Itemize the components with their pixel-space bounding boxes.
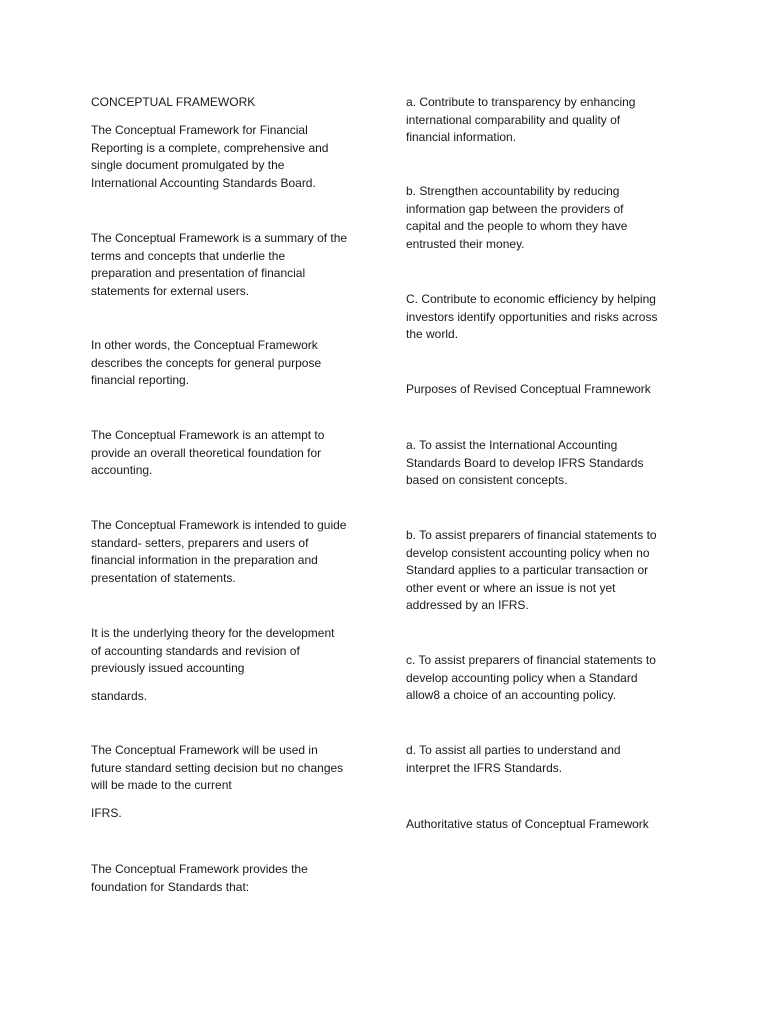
text-line: The Conceptual Framework provides the (91, 862, 308, 876)
text-line: will be made to the current (91, 778, 232, 793)
text-line: statements for external users. (91, 283, 250, 298)
text-line: accounting. (91, 463, 153, 478)
text-line: interpret the IFRS Standards. (406, 760, 563, 775)
text-line: d. To assist all parties to understand and (406, 743, 621, 757)
text-line: single document promulgated by the (91, 158, 285, 173)
text-line: b. Strengthen accountability by reducing (406, 184, 620, 198)
text-line: international comparability and quality of (406, 112, 621, 127)
text-line: standard- setters, preparers and users of (91, 535, 309, 550)
text-line: preparation and presentation of financial (91, 266, 306, 281)
text-line: develop consistent accounting policy when no (406, 545, 650, 560)
text-line: CONCEPTUAL FRAMEWORK (91, 95, 256, 109)
text-line: Standards Board to develop IFRS Standards (406, 455, 644, 470)
text-line: standards. (91, 689, 148, 703)
text-line: a. Contribute to transparency by enhancing (406, 95, 636, 109)
text-line: capital and the people to whom they have (406, 219, 628, 234)
text-line: IFRS. (91, 806, 122, 820)
text-line: C. Contribute to economic efficiency by helping (406, 292, 656, 306)
text-line: financial information. (406, 130, 517, 145)
text-line: addressed by an IFRS. (406, 598, 529, 613)
text-line: Standard applies to a particular transaction or (406, 563, 649, 578)
text-line: a. To assist the International Accounting (406, 438, 618, 452)
text-line: allow8 a choice of an accounting policy. (406, 688, 616, 703)
text-line: The Conceptual Framework for Financial (91, 123, 308, 137)
text-line: other event or where an issue is not yet (406, 580, 616, 595)
text-line: b. To assist preparers of financial statements to (406, 528, 657, 542)
text-line: c. To assist preparers of financial statements to (406, 653, 656, 667)
text-line: provide an overall theoretical foundation for (91, 445, 322, 460)
text-line: Purposes of Revised Conceptual Framnework (406, 382, 651, 396)
text-line: describes the concepts for general purpose (91, 355, 322, 370)
text-line: future standard setting decision but no changes (91, 760, 344, 775)
text-line: terms and concepts that underlie the (91, 248, 286, 263)
text-line: Authoritative status of Conceptual Framework (406, 817, 649, 831)
text-line: based on consistent concepts. (406, 473, 568, 488)
text-line: In other words, the Conceptual Framework (91, 338, 318, 352)
text-line: The Conceptual Framework is an attempt to (91, 428, 325, 442)
text-line: It is the underlying theory for the development (91, 626, 335, 640)
text-line: The Conceptual Framework is a summary of the (91, 231, 348, 245)
text-line: investors identify opportunities and risks across (406, 309, 658, 324)
text-line: International Accounting Standards Board. (91, 175, 316, 190)
text-line: the world. (406, 327, 459, 342)
text-line: financial information in the preparation and (91, 553, 318, 568)
text-line: information gap between the providers of (406, 201, 624, 216)
text-line: foundation for Standards that: (91, 879, 250, 894)
text-line: The Conceptual Framework is intended to guide (91, 518, 347, 532)
text-line: The Conceptual Framework will be used in (91, 743, 318, 757)
text-line: develop accounting policy when a Standard (406, 670, 638, 685)
text-line: presentation of statements. (91, 570, 236, 585)
text-line: financial reporting. (91, 373, 190, 388)
text-line: Reporting is a complete, comprehensive and (91, 140, 329, 155)
text-line: previously issued accounting (91, 661, 245, 676)
text-line: entrusted their money. (406, 236, 525, 251)
text-line: of accounting standards and revision of (91, 643, 300, 658)
